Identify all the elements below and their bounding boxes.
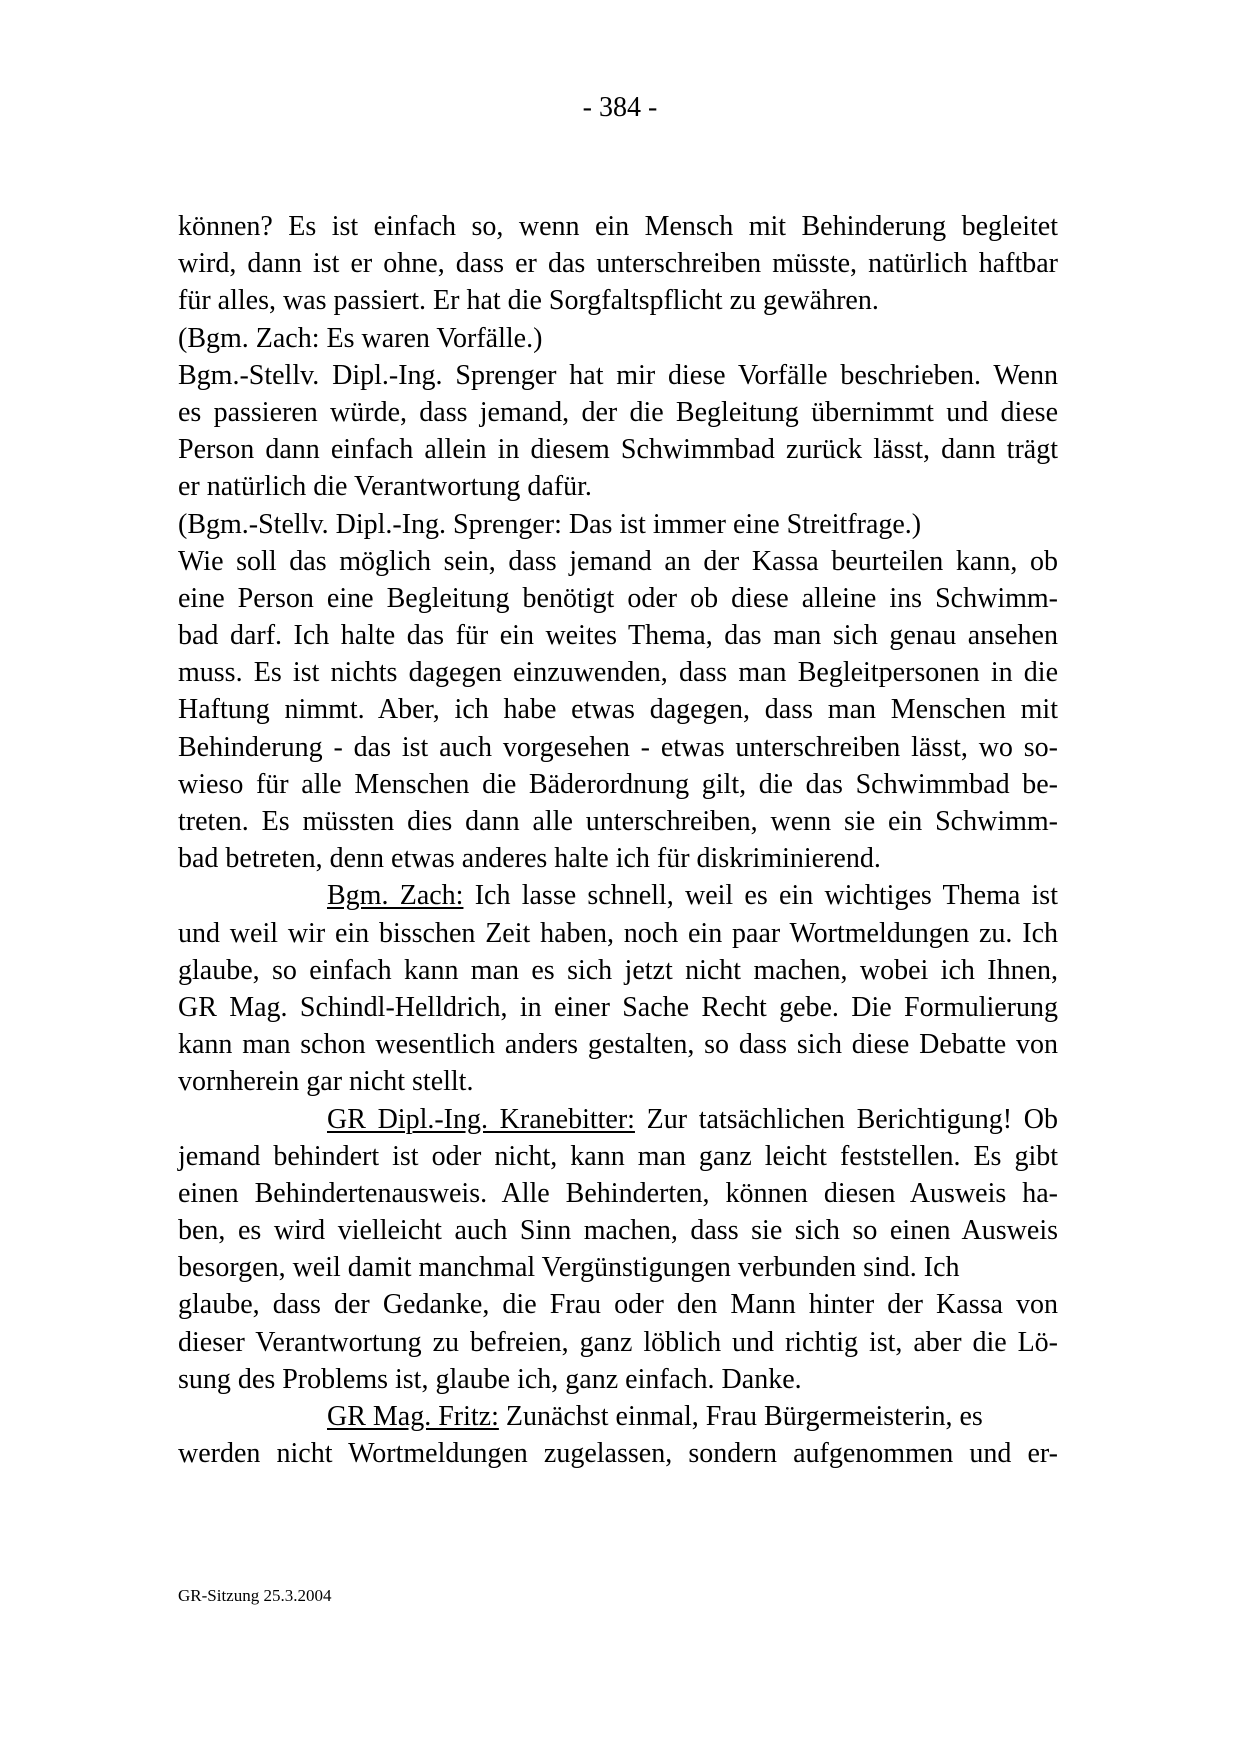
text-line: vornherein gar nicht stellt. [178, 1066, 474, 1098]
text-line: Wie soll das möglich sein, dass jemand an der Kassa beurteilen kann, ob [178, 545, 1058, 577]
text-line: sung des Problems ist, glaube ich, ganz einfach. Danke. [178, 1363, 802, 1395]
text-line: glaube, dass der Gedanke, die Frau oder den Mann hinter der Kassa von [178, 1289, 1058, 1321]
speaker-line [178, 1101, 1058, 1138]
text-line: muss. Es ist nichts dagegen einzuwenden, dass man Begleitpersonen in die [178, 657, 1058, 689]
text-line: können? Es ist einfach so, wenn ein Mensch mit Behinderung begleitet [178, 211, 1058, 242]
speaker-text: Zur tatsächlichen Berichtigung! Ob [634, 1103, 1058, 1135]
text-line: glaube, so einfach kann man es sich jetzt nicht machen, wobei ich Ihnen, [178, 954, 1058, 986]
text-line: er natürlich die Verantwortung dafür. [178, 471, 592, 503]
text-line: Haftung nimmt. Aber, ich habe etwas dagegen, dass man Menschen mit [178, 694, 1058, 726]
text-line: eine Person eine Begleitung benötigt oder ob diese alleine ins Schwimm- [178, 582, 1058, 614]
text-line: wieso für alle Menschen die Bäderordnung gilt, die das Schwimmbad be- [178, 768, 1058, 800]
speaker-line [178, 1398, 1058, 1435]
text-line: Person dann einfach allein in diesem Schwimmbad zurück lässt, dann trägt [178, 434, 1058, 466]
text-line: GR Mag. Schindl-Helldrich, in einer Sache Recht gebe. Die Formulierung [178, 991, 1058, 1023]
text-line: und weil wir ein bisschen Zeit haben, noch ein paar Wortmeldungen zu. Ich [178, 917, 1058, 949]
text-line: besorgen, weil damit manchmal Vergünstigungen verbunden sind. Ich [178, 1252, 960, 1284]
speaker-line [178, 877, 1058, 914]
interjection-line: (Bgm. Zach: Es waren Vorfälle.) [178, 322, 543, 354]
text-line: für alles, was passiert. Er hat die Sorgfaltspflicht zu gewähren. [178, 285, 879, 317]
page-number: - 384 - [582, 92, 658, 123]
text-line: bad darf. Ich halte das für ein weites Thema, das man sich genau ansehen [178, 620, 1058, 652]
text-line: kann man schon wesentlich anders gestalten, so dass sich diese Debatte von [178, 1029, 1058, 1061]
speaker-name: GR Dipl.-Ing. Kranebitter: [327, 1103, 635, 1135]
speaker-name: Bgm. Zach: [327, 880, 464, 912]
text-line: einen Behindertenausweis. Alle Behinderten, können diesen Ausweis ha- [178, 1177, 1058, 1209]
speaker-text: Ich lasse schnell, weil es ein wichtiges Thema ist [463, 880, 1058, 912]
document-body [178, 208, 1058, 1472]
text-line: Behinderung - das ist auch vorgesehen - etwas unterschreiben lässt, wo so- [178, 731, 1058, 763]
footer-session-date: GR-Sitzung 25.3.2004 [178, 1586, 332, 1605]
text-line: dieser Verantwortung zu befreien, ganz löblich und richtig ist, aber die Lö- [178, 1326, 1058, 1358]
text-line: werden nicht Wortmeldungen zugelassen, sondern aufgenommen und er- [178, 1438, 1058, 1470]
speaker-name: GR Mag. Fritz: [327, 1401, 499, 1432]
text-line: bad betreten, denn etwas anderes halte ich für diskriminierend. [178, 843, 881, 875]
text-line: wird, dann ist er ohne, dass er das unterschreiben müsste, natürlich haftbar [178, 248, 1058, 280]
text-line: ben, es wird vielleicht auch Sinn machen, dass sie sich so einen Ausweis [178, 1215, 1058, 1247]
interjection-line: (Bgm.-Stellv. Dipl.-Ing. Sprenger: Das ist immer eine Streitfrage.) [178, 508, 922, 540]
text-line: treten. Es müssten dies dann alle unterschreiben, wenn sie ein Schwimm- [178, 806, 1058, 837]
speaker-text: Zunächst einmal, Frau Bürgermeisterin, es [498, 1401, 983, 1432]
text-line: Bgm.-Stellv. Dipl.-Ing. Sprenger hat mir diese Vorfälle beschrieben. Wenn [178, 359, 1058, 391]
text-line: jemand behindert ist oder nicht, kann man ganz leicht feststellen. Es gibt [178, 1140, 1058, 1172]
text-line: es passieren würde, dass jemand, der die Begleitung übernimmt und diese [178, 396, 1058, 428]
